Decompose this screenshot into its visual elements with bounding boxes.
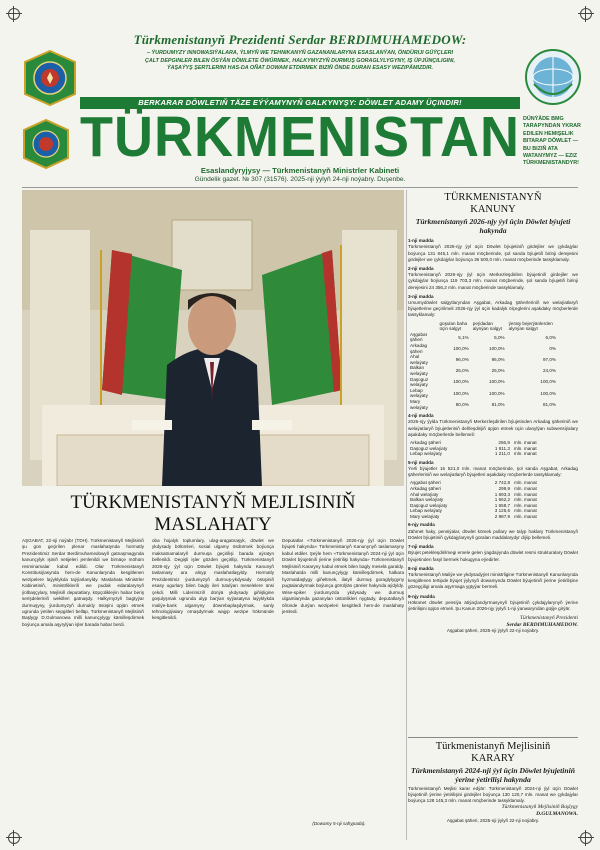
issue-info: Gündelik gazet. № 307 (31576). 2025-nji ýylyň 24-nji noýabry. Duşenbe. <box>194 176 406 183</box>
signature-date: Aşgabat şäheri, 2025-nji ýylyň 22-nji noýabry. <box>446 817 540 823</box>
table-header: goşulan baha üçin salgyt <box>439 320 468 332</box>
table-cell: 2 742,8 <box>494 480 511 486</box>
registration-mark-icon <box>8 8 20 20</box>
table-cell: Daşoguz welaýaty <box>410 502 448 508</box>
table-cell: 100,0% <box>453 379 469 385</box>
signature-date: Aşgabat şäheri, 2025-nji ýylyň 22-nji noýabry. <box>446 628 540 634</box>
table-cell: 100,0% <box>453 390 469 396</box>
table-cell: 97,0% <box>542 356 556 362</box>
motto-ribbon: BERKARAR DÖWLETIŇ TÄZE EÝÝAMYNYŇ GALKYNYŞY: DÖWLET ADAMY ÜÇINDIR! <box>80 97 520 109</box>
table-row <box>408 377 558 388</box>
article-label: 7-nji madda <box>408 544 434 550</box>
lead-photo <box>22 190 404 486</box>
quote-title: Türkmenistanyň Prezidenti Serdar BERDIMUHAMEDOW: <box>133 32 467 47</box>
decree-text: Türkmenistanyň Mejlisi karar edýär: Türkmenistanyň 2024-nji ýyl üçin Döwlet býujetiniň ýerine ýetirilişini girdejiler boýunça 130 120,7 mln. manat we çykdajylar boýunça 128 145,3 mln. manat möçberinde tassyklamaly. <box>408 786 578 804</box>
table-row <box>408 451 558 457</box>
neutrality-slogan <box>523 116 595 168</box>
article-label: 3-nji madda <box>408 293 434 299</box>
table-cell: Arkadag şäheri <box>410 439 441 445</box>
table-cell: Lebap welaýaty <box>410 508 442 514</box>
headline-line: TÜRKMENISTANYŇ MEJLISINIŇ <box>70 492 356 513</box>
table-header: peýdadan alynýan salgyt <box>472 320 502 332</box>
state-emblem-icon <box>20 48 80 108</box>
table-cell: Mary welaýaty <box>410 513 440 519</box>
table-cell: Aşgabat şäheri <box>410 331 427 343</box>
registration-mark-icon <box>580 832 592 844</box>
table-cell: 25,0% <box>491 368 505 374</box>
continuation-note: (Dowamy 5-nji sahypada). <box>312 821 366 826</box>
column-divider <box>406 190 407 840</box>
table-row <box>408 343 558 354</box>
article-column: Deputatlar «Türkmenistanyň 2026-njy ýyl üçin Döwlet býujeti hakynda» Türkmenistanyň Kanunynyň taslamasyny kabul etdiler. Şeýle hem «Türkmenistanyň 2024-nji ýyl üçin Döwlet býujetiniň ýerine ýetirilişi hakynda» Türkmenistanyň Mejlisiniň Kararyny kabul etmek bilen bagly meselä garaldy. Maslahatda milli kanunçylygy kämilleşdirmek, halkara hyzmatdaşlygy giňeltmek, ilatyň durmuş goraglylygyny pugtalandyrmak boýunça görülýän çäreler hakynda aýdyldy. Wise-spiker ýurdumyzda ykdysady we durmuş ulgamlarynda gazanylan üstünlikleri nygtady, deputatlaryň öňünde durýan wezipeleri kesgitledi hem-de maslahaty jemledi. <box>282 538 404 614</box>
article-text: Türkmenistanyň 2026-njy ýyl üçin Merkezleşdirilen býujetiniň girdejiler we çykdajylar boýunça 119 703,3 mln. manat möçberinde, şol sanda býujetiň birinji derejesini 24 356,2 mln. manat möçberinde tassyklamaly. <box>408 272 578 290</box>
subvention-table <box>408 440 558 457</box>
table-cell: mln. manat <box>514 502 537 508</box>
registration-mark-icon <box>8 832 20 844</box>
article-label: 5-nji madda <box>408 459 434 465</box>
table-cell: 1 211,0 <box>494 451 510 457</box>
table-cell: Ahal welaýaty <box>410 354 428 365</box>
article-label: 4-nji madda <box>408 413 434 419</box>
table-cell: Daşoguz welaýaty <box>410 445 448 451</box>
slogan-line: TARAPYNDAN YKRAR <box>523 123 581 130</box>
law-title <box>408 192 578 216</box>
divider <box>22 187 578 188</box>
article-body <box>22 538 404 838</box>
table-cell: 100,0% <box>453 345 469 351</box>
article-text: Hökümet döwlet pensiýa ätiýaçlandyrmasynyň býujetiniň çykdajylarynyň ýerine ýetirilişini üpjün etmeli. Şu Kanun 2026-njy ýylyň 1-nji ýanwaryndan güýje girýär. <box>408 599 578 611</box>
table-cell: mln. manat <box>513 439 537 445</box>
decree-section <box>408 737 578 824</box>
table-cell: 256,9 <box>498 439 510 445</box>
article-text: Ýerli býujetler 15 521,0 mln. manat möçberinde, şol sanda Aşgabat, Arkadag şäherleriniň we welaýatlaryň býujetleri aşakdaky möçberlerde tassyklamaly: <box>408 465 578 478</box>
table-cell: mln. manat <box>514 491 537 497</box>
table-row <box>408 365 558 376</box>
registration-mark-icon <box>580 8 592 20</box>
table-cell: mln. manat <box>514 485 537 491</box>
table-cell: mln. manat <box>513 451 537 457</box>
signature-name: Serdar BERDIMUHAMEDOW. <box>506 621 578 628</box>
slogan-line: EDILEN HEMIŞELIK <box>523 130 574 137</box>
slogan-line: WATANYMYZ — EZIZ <box>523 153 577 160</box>
table-cell: 1 658,7 <box>494 502 511 508</box>
table-cell: 299,9 <box>498 485 511 491</box>
article-label: 6-njy madda <box>408 522 435 528</box>
table-cell: 100,0% <box>489 379 505 385</box>
table-cell: 1 693,3 <box>494 491 511 497</box>
article-text: Býujet petekleşdirilmegi emele gelen ýagdaýynda döwlet resmi strukturalary Döwlet býujetinden fasyl bermek hukugyna eýedirler. <box>408 550 578 562</box>
table-cell: 6,0% <box>545 334 556 340</box>
quote-line: ÇALT DEPGINLER BILEN ÖSÝÄN DÖWLETE ÖWÜRMEK, HALKYMYZYŇ DURMUŞ GORAGLYLYGYNY, IŞ ÜPJÜNÇILIGINI, <box>144 57 456 64</box>
table-cell: 96,0% <box>491 356 505 362</box>
table-cell: Aşgabat şäheri <box>410 480 441 486</box>
un-neutrality-emblem-icon <box>524 48 582 106</box>
table-cell: Lebap welaýaty <box>410 451 442 457</box>
article-headline <box>22 492 404 536</box>
table-cell: 2 987,9 <box>494 513 511 519</box>
article-label: 2-nji madda <box>408 266 434 271</box>
table-cell: mln. manat <box>514 508 537 514</box>
table-row <box>408 399 558 410</box>
president-quote-banner <box>80 32 520 73</box>
quote-line: ÝAŞAÝYŞ ŞERTLERINI HAS-DA OÑAT DOWAM ETDIRMEK BIZIŇ ÖNDE DURAN ESASY WEZIPÄMIZDIR. <box>166 65 434 72</box>
table-cell: 3 125,6 <box>494 508 511 514</box>
table-cell: 0% <box>549 345 556 351</box>
table-row <box>408 354 558 365</box>
table-cell: 100,0% <box>489 390 505 396</box>
table-cell: 1 911,3 <box>494 445 510 451</box>
signature-title: Türkmenistanyň Prezidenti <box>519 615 578 622</box>
slogan-line: DÜNÝÄDE BMG <box>523 116 564 122</box>
table-header: ýeraty bejerýänlerden alynýan salgyt <box>508 320 553 332</box>
table-cell: Balkan welaýaty <box>410 365 428 376</box>
quote-lines <box>80 50 520 73</box>
table-cell: mln. manat <box>514 480 537 486</box>
table-cell: Mary welaýaty <box>410 398 428 410</box>
law-section <box>408 192 578 635</box>
law-subtitle: Türkmenistanyň 2026-njy ýyl üçin Döwlet býujeti hakynda <box>415 217 571 235</box>
decree-subtitle: Türkmenistanyň 2024-nji ýyl üçin Döwlet býujetiniň ýerine ýetirilişi hakynda <box>411 766 575 784</box>
article-column: AŞGABAT, 22-nji noýabr (TDH). Türkmenistanyň Mejlisiniň şu gün geçirilen plenar maslahatynda hormatly Prezidentimiz Serdar Berdimuhamedowyň gatnaşmagynda kanunçylyk işiniň netijeleri jemlenildi we birnäçe möhüm resminamalar kabul edildi. Olar Türkmenistanyň Konstitusiýasynda hem-de Kanunlarynda kesgitlenen wezipelere laýyklykda taýýarlanyldy. Maslahata Ministrler Kabinetiniň, ministrlikleriň we pudak edaralarynyň ýolbaşçylary, Mejlisiň deputatlary, köpçülikleýin habar beriş serişdeleriniň wekilleri gatnaşdy. Halkymyzyň bagtyýar durmuşyny, ýurdumyzyň durnukly ösüşini üpjün etmek ugrunda ýetilen sepgitleri belläp, Türkmenistanyň Mejlisiniň Başlygy D.Gulmanowa milli kanunçylygy kämilleşdirmek boýunça amala aşyrylýan işler barada habar berdi. <box>22 538 144 627</box>
law-title-line: TÜRKMENISTANYŇ <box>444 192 542 203</box>
table-cell: 25,0% <box>455 368 469 374</box>
decree-title-line: KARARY <box>471 753 515 764</box>
table-cell: mln. manat <box>513 445 537 451</box>
table-cell: 1 662,2 <box>494 497 511 503</box>
article-text: Türkmenistanyň Maliýe we ykdysadyýet ministrligine Türkmenistanyň Kanunlarynda kesgitlenen tertipde býujet ýylynyň dowamynda Döwlet býujetiniň ýerine ýetirilişine gözegçiligi amala aşyrmaga ygtyýar bermeli. <box>408 571 578 590</box>
table-cell: mln. manat <box>514 513 537 519</box>
article-text: 2026-njy ýylda Türkmenistanyň Merkezleşdirilen býujetinden Arkadag şäheriniň we welaýatlaryň býujetleriniň deňleşdirijiň üpjün etmek üçin ulanylýan subwensiýalary aşakdaky möçberlerde bellemeli: <box>408 419 578 437</box>
article-column: oba hojalyk toplumlary, ulag-aragatnaşyk, döwlet we ykdysady bölümleri, sosial ulgamy ösdürmek boýunça maksatnamalaryň durmuşa geçirilişi barada aýratyn bellenildi. Degişli işler gözden geçirilip, Türkmenistanyň 2026-njy ýyl üçin Döwlet býujeti hakynda Kanunyň taslamasy ara alnyp maslahatlaşyldy. Hormatly Prezidentimiz ýurdumyzyň durmuş-ykdysady ösüşiniň esasy ugurlary bilen bagly ileri tutulýan meselelere ünsi çekdi. Milli Liderimiziň dünýä ykdysady giňişligine goşulyşmak ugrunda alyp barýan syýasatyna laýyklykda maliýe-bank ulgamyny döwrebaplaşdyrmak, sanly tehnologiýalary ornaşdyrmak wajyp wezipe hökmünde kesgitlenildi. <box>152 538 274 621</box>
article-text: Zähmet haky, pensiýalar, döwlet kömek pullary we talyp haklary Türkmenistanyň Döwlet býujetiniň çykdajylarynyň goralan maddalarydyr diýip bellemeli. <box>408 528 578 540</box>
slogan-line: TÜRKMENISTANDYR! <box>523 160 579 167</box>
table-row <box>408 388 558 399</box>
table-cell: 100,0% <box>540 379 556 385</box>
table-cell: mln. manat <box>514 497 537 503</box>
decree-title <box>408 741 578 765</box>
table-cell: 100,0% <box>540 390 556 396</box>
local-budgets-table <box>408 480 558 519</box>
article-label: 8-nji madda <box>408 565 434 571</box>
quote-line: – ÝURDUMYZY INNOWASIÝALARA, ÝLMYŇ WE TEHNIKANYŇ GAZANANLARYNA ESASLANÝAN, ÖNDÜRIJI GÜÝÇLERI <box>147 50 453 56</box>
table-cell: Daşoguz welaýaty <box>410 376 429 388</box>
newspaper-title: TÜRKMENISTAN <box>80 105 520 169</box>
article-label: 1-nji madda <box>408 238 434 244</box>
table-row <box>408 514 558 520</box>
table-header-row <box>408 321 558 332</box>
slogan-line: BU BIZIŇ ATA <box>523 145 558 152</box>
table-cell: Lebap welaýaty <box>410 387 428 399</box>
law-title-line: KANUNY <box>470 204 516 215</box>
article-text: Türkmenistanyň 2026-njy ýyl üçin Döwlet býujetiniň girdejiler we çykdajylar boýunça 131 845,1 mln. manat möçberinde, şol sanda býujetiň birinji derejesini girdejiler we çykdajylar boýunça 36 500,0 mln. manat möçberinde tassyklamaly. <box>408 244 578 262</box>
table-cell: 80,0% <box>455 401 469 407</box>
table-cell: Arkadag şäheri <box>410 343 428 354</box>
table-cell: 5,1% <box>458 334 469 340</box>
table-cell: 96,0% <box>455 356 469 362</box>
decree-title-line: Türkmenistanyň Mejlisiniň <box>435 741 551 752</box>
table-cell: 81,0% <box>542 401 556 407</box>
article-text: Umumydöwlet salgytlaryndan Aşgabat, Arkadag şäherleriniň we welaýatlaryň býujetlerine geçirilmeli 2026-njy ýyl üçin kadalyk ölçeglerini aşakdaky möçberlerde tassyklamaly: <box>408 300 578 318</box>
table-row <box>408 332 558 343</box>
slogan-line: BITARAP DÖWLET — <box>523 138 579 145</box>
table-cell: Balkan welaýaty <box>410 497 444 503</box>
table-cell: Arkadag şäheri <box>410 485 441 491</box>
table-cell: 24,0% <box>542 368 556 374</box>
article-label: 9-njy madda <box>408 593 435 599</box>
table-cell: Ahal welaýaty <box>410 491 439 497</box>
headline-line: MASLAHATY <box>154 514 272 535</box>
table-cell: 81,0% <box>491 401 505 407</box>
signature-title: Türkmenistanyň Mejlisiniň Başlygy <box>501 804 578 811</box>
founder-line: Esaslandyryjysy — Türkmenistanyň Ministrler Kabineti <box>200 166 400 175</box>
tax-norms-table <box>408 321 558 411</box>
table-header <box>408 321 437 332</box>
table-cell: 100,0% <box>489 345 505 351</box>
table-cell: 5,0% <box>494 334 505 340</box>
signature-name: D.GULMANOWA. <box>536 811 578 818</box>
state-emblem-icon <box>20 118 72 170</box>
